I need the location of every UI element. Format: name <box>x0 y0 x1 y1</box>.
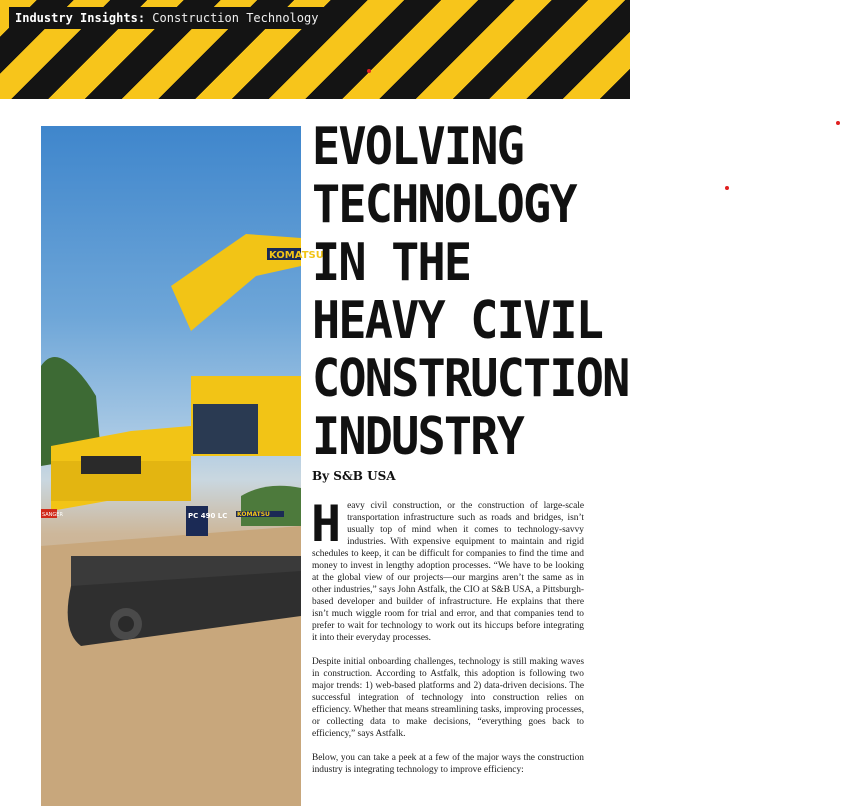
title-line: CONSTRUCTION <box>312 349 629 409</box>
paragraph-trends: Despite initial onboarding challenges, technology is still making waves in construction. According to Astfalk, this adoption is following two major trends: 1) web-based platforms and 2) data-driven decisions. The successful integration of technology into construction relies on efficiency. Whether that means streamlining tasks, improving processes, or collecting data to make decisions, “everything goes back to efficiency,” says Astfalk. <box>312 657 584 739</box>
title-line: HEAVY CIVIL <box>312 291 603 351</box>
title-line: TECHNOLOGY <box>312 175 576 235</box>
section-label-lead: Industry Insights: <box>15 11 146 25</box>
excavator-illustration <box>41 126 324 806</box>
model-text: PC 490 LC <box>188 512 228 520</box>
section-label <box>9 7 324 29</box>
title-line: EVOLVING <box>312 117 524 177</box>
title-line: IN THE <box>312 233 471 293</box>
byline: By S&B USA <box>312 469 396 483</box>
marker-dot <box>367 69 371 73</box>
paragraph-intro <box>311 495 584 644</box>
hazard-stripe-banner <box>0 0 630 99</box>
article-body <box>311 495 584 788</box>
sticker-text: SANGER <box>42 512 63 518</box>
marker-dot <box>836 121 840 125</box>
title-line: INDUSTRY <box>312 407 524 467</box>
paragraph-peek: Below, you can take a peek at a few of the major ways the construction industry is integrating technology to improve efficiency: <box>312 753 584 775</box>
paragraph-intro-text: eavy civil construction, or the construction of large-scale transportation infrastructure such as roads and bridges, isn’t usually top of mind when it comes to technology-savvy industries. With expensive equipment to maintain and rigid schedules to keep, it can be difficult for companies to find the time and money to invest in lengthy adoption processes. “We have to be looking at the global view of our projects—our margins aren’t the same as in other industries,” says John Astfalk, the CIO at S&B USA, a Pittsburgh-based developer and builder of infrastructure. He explains that there isn’t much wiggle room for trial and error, and that companies tend to prefer to wait for technology to work out its hiccups before integrating it into their everyday processes. <box>312 501 584 643</box>
section-label-topic: Construction Technology <box>152 11 319 25</box>
article-title <box>312 118 632 466</box>
drop-cap: H <box>311 495 342 553</box>
excavator-photo <box>41 126 324 806</box>
marker-dot <box>725 186 729 190</box>
boom-brand-text: KOMATSU <box>269 250 324 261</box>
cab-brand-text: KOMATSU <box>237 511 270 518</box>
